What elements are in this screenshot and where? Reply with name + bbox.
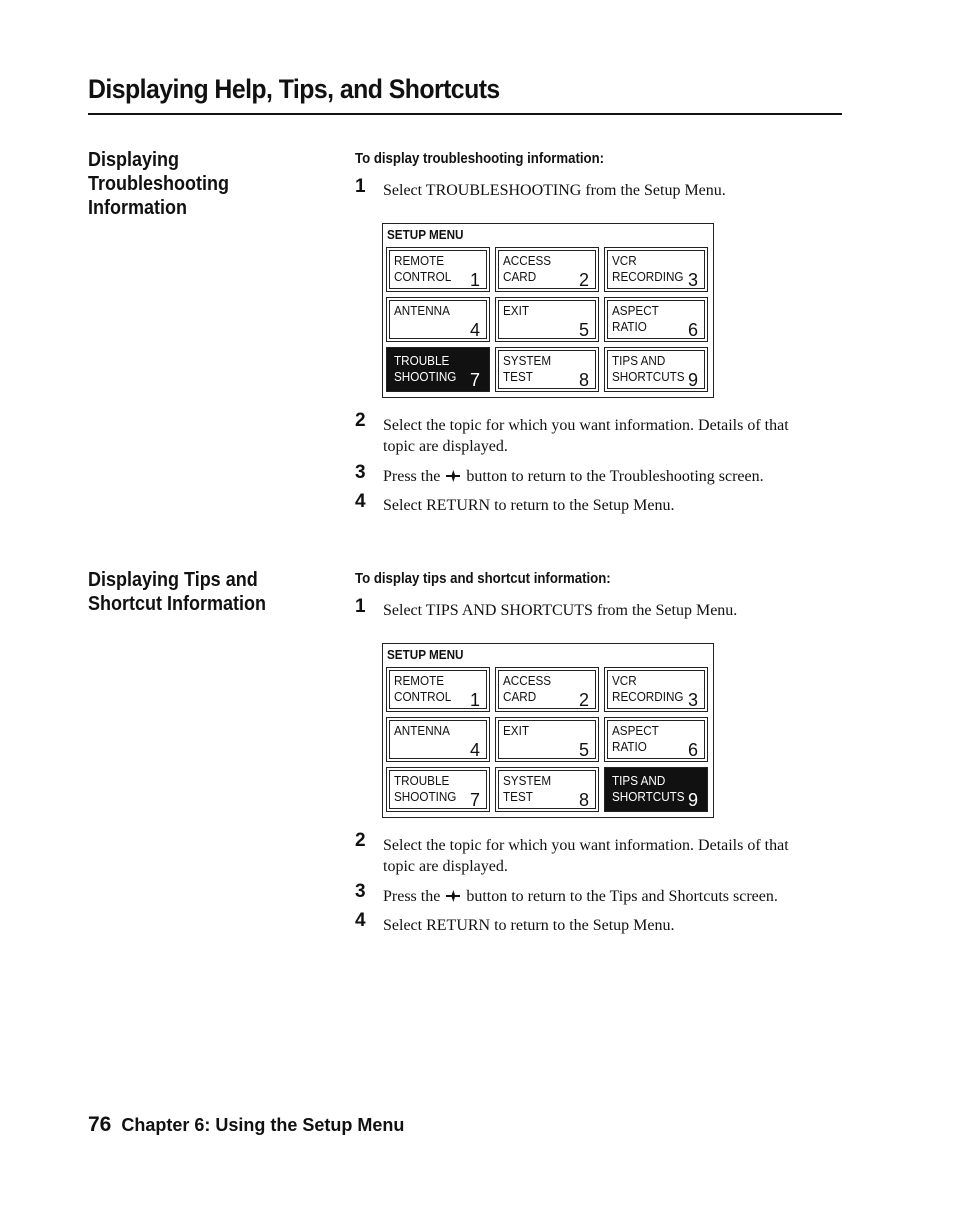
menu-option-label-line1: ASPECT [612, 303, 659, 318]
menu-option-8[interactable] [495, 347, 599, 392]
menu-option-label [612, 673, 684, 705]
menu-option-5[interactable] [495, 717, 599, 762]
menu-option-number: 4 [469, 320, 480, 340]
section1-side-heading: Displaying Troubleshooting Information [88, 149, 229, 219]
menu-option-number: 2 [578, 690, 589, 710]
section2-step-4-text: Select RETURN to return to the Setup Menu. [383, 917, 675, 934]
section2-step-3-text [383, 886, 823, 907]
section2-side-heading: Displaying Tips and Shortcut Information [88, 569, 266, 615]
menu-option-label-line2: CONTROL [394, 689, 452, 704]
menu-option-label [503, 303, 529, 319]
menu-option-label [612, 773, 685, 805]
section1-step-1-text: Select TROUBLESHOOTING from the Setup Menu. [383, 182, 726, 199]
menu-option-number: 1 [469, 270, 480, 290]
menu-option-3[interactable] [604, 667, 708, 712]
menu-option-number: 9 [687, 370, 698, 390]
menu-option-label [394, 673, 451, 705]
menu-option-label-line1: TIPS AND [612, 353, 666, 368]
menu-option-number: 1 [469, 690, 480, 710]
setup-menu-title: SETUP MENU [387, 227, 464, 242]
menu-option-label [394, 353, 456, 385]
menu-option-number: 8 [578, 370, 589, 390]
menu-option-label [394, 253, 451, 285]
menu-option-label [612, 303, 659, 335]
menu-option-number: 6 [687, 740, 698, 760]
menu-option-label-line2: CONTROL [394, 269, 452, 284]
menu-option-label-line1: ASPECT [612, 723, 659, 738]
menu-option-4[interactable] [386, 717, 490, 762]
section2-step-1-text: Select TIPS AND SHORTCUTS from the Setup Menu. [383, 602, 738, 619]
menu-option-label-line2: CARD [503, 269, 537, 284]
chapter-title: Chapter 6: Using the Setup Menu [121, 1115, 405, 1135]
section2-setup-menu [382, 643, 714, 818]
title-rule [88, 113, 842, 115]
section1-step-4-num: 4 [355, 491, 366, 512]
menu-option-label-line2: RATIO [612, 739, 647, 754]
menu-option-label [503, 673, 551, 705]
menu-option-label-line1: EXIT [503, 723, 530, 738]
menu-option-number: 6 [687, 320, 698, 340]
menu-option-1[interactable] [386, 667, 490, 712]
menu-option-label-line2: SHORTCUTS [612, 369, 685, 384]
footer [88, 1113, 404, 1137]
menu-option-label-line2: SHORTCUTS [612, 789, 685, 804]
menu-option-label [612, 723, 659, 755]
section2-step-4-num: 4 [355, 910, 366, 931]
page-number: 76 [88, 1113, 112, 1136]
setup-menu-title: SETUP MENU [387, 647, 464, 662]
menu-option-number: 7 [469, 790, 480, 810]
menu-option-3[interactable] [604, 247, 708, 292]
menu-option-9[interactable] [604, 767, 708, 812]
section1-setup-menu [382, 223, 714, 398]
menu-option-5[interactable] [495, 297, 599, 342]
menu-option-label-line2: CARD [503, 689, 537, 704]
section1-step-1-num: 1 [355, 176, 366, 197]
cross-button-icon [446, 890, 460, 902]
page-title: Displaying Help, Tips, and Shortcuts [88, 74, 500, 104]
menu-option-label [503, 353, 551, 385]
menu-option-label-line1: REMOTE [394, 253, 445, 268]
menu-option-7[interactable] [386, 347, 490, 392]
section1-step-3-num: 3 [355, 462, 366, 483]
menu-option-label-line1: ACCESS [503, 673, 552, 688]
menu-option-number: 5 [578, 320, 589, 340]
menu-option-4[interactable] [386, 297, 490, 342]
menu-option-label [394, 773, 456, 805]
menu-option-number: 4 [469, 740, 480, 760]
menu-option-label-line2: RECORDING [612, 269, 684, 284]
menu-option-label-line1: ANTENNA [394, 303, 450, 318]
menu-option-7[interactable] [386, 767, 490, 812]
menu-option-label-line2: RECORDING [612, 689, 684, 704]
menu-option-label-line1: EXIT [503, 303, 530, 318]
section2-step-2-text: Select the topic for which you want information. Details of that topic are displayed. [383, 837, 789, 875]
menu-option-number: 3 [687, 690, 698, 710]
menu-option-label-line1: SYSTEM [503, 353, 552, 368]
menu-option-1[interactable] [386, 247, 490, 292]
menu-option-label-line1: REMOTE [394, 673, 445, 688]
section1-step-4-text: Select RETURN to return to the Setup Menu. [383, 497, 675, 514]
menu-option-label-line1: TROUBLE [394, 773, 450, 788]
menu-option-label [394, 303, 450, 319]
menu-option-label [503, 773, 551, 805]
step-3-text-after: button to return to the Tips and Shortcuts screen. [466, 888, 778, 905]
menu-option-label [612, 253, 684, 285]
menu-option-label-line1: VCR [612, 673, 637, 688]
menu-option-number: 9 [687, 790, 698, 810]
menu-option-number: 8 [578, 790, 589, 810]
menu-option-8[interactable] [495, 767, 599, 812]
menu-option-9[interactable] [604, 347, 708, 392]
menu-option-label-line1: ANTENNA [394, 723, 450, 738]
menu-option-label [394, 723, 450, 739]
section2-step-1-num: 1 [355, 596, 366, 617]
menu-option-label-line2: SHOOTING [394, 369, 457, 384]
menu-option-number: 2 [578, 270, 589, 290]
menu-option-number: 3 [687, 270, 698, 290]
menu-option-label [503, 253, 551, 285]
section1-step-2-text: Select the topic for which you want information. Details of that topic are displayed. [383, 417, 789, 455]
menu-option-label-line2: TEST [503, 789, 533, 804]
menu-option-label [612, 353, 685, 385]
menu-option-label-line2: RATIO [612, 319, 647, 334]
section1-step-2-num: 2 [355, 410, 366, 431]
menu-option-2[interactable] [495, 247, 599, 292]
section2-step-2-num: 2 [355, 830, 366, 851]
step-3-text-before: Press the [383, 888, 441, 905]
menu-option-6[interactable] [604, 297, 708, 342]
menu-option-6[interactable] [604, 717, 708, 762]
section2-step-3-num: 3 [355, 881, 366, 902]
menu-option-label [503, 723, 529, 739]
menu-option-label-line1: TROUBLE [394, 353, 450, 368]
menu-option-label-line1: ACCESS [503, 253, 552, 268]
menu-option-label-line2: TEST [503, 369, 533, 384]
menu-option-2[interactable] [495, 667, 599, 712]
step-3-text-before: Press the [383, 468, 441, 485]
section1-step-3-text [383, 466, 823, 487]
section1-sub-heading: To display troubleshooting information: [355, 150, 605, 167]
step-3-text-after: button to return to the Troubleshooting screen. [466, 468, 764, 485]
menu-option-label-line1: SYSTEM [503, 773, 552, 788]
menu-option-label-line2: SHOOTING [394, 789, 457, 804]
cross-button-icon [446, 470, 460, 482]
menu-option-number: 7 [469, 370, 480, 390]
menu-option-label-line1: TIPS AND [612, 773, 666, 788]
section2-sub-heading: To display tips and shortcut information: [355, 570, 611, 587]
menu-option-number: 5 [578, 740, 589, 760]
menu-option-label-line1: VCR [612, 253, 637, 268]
